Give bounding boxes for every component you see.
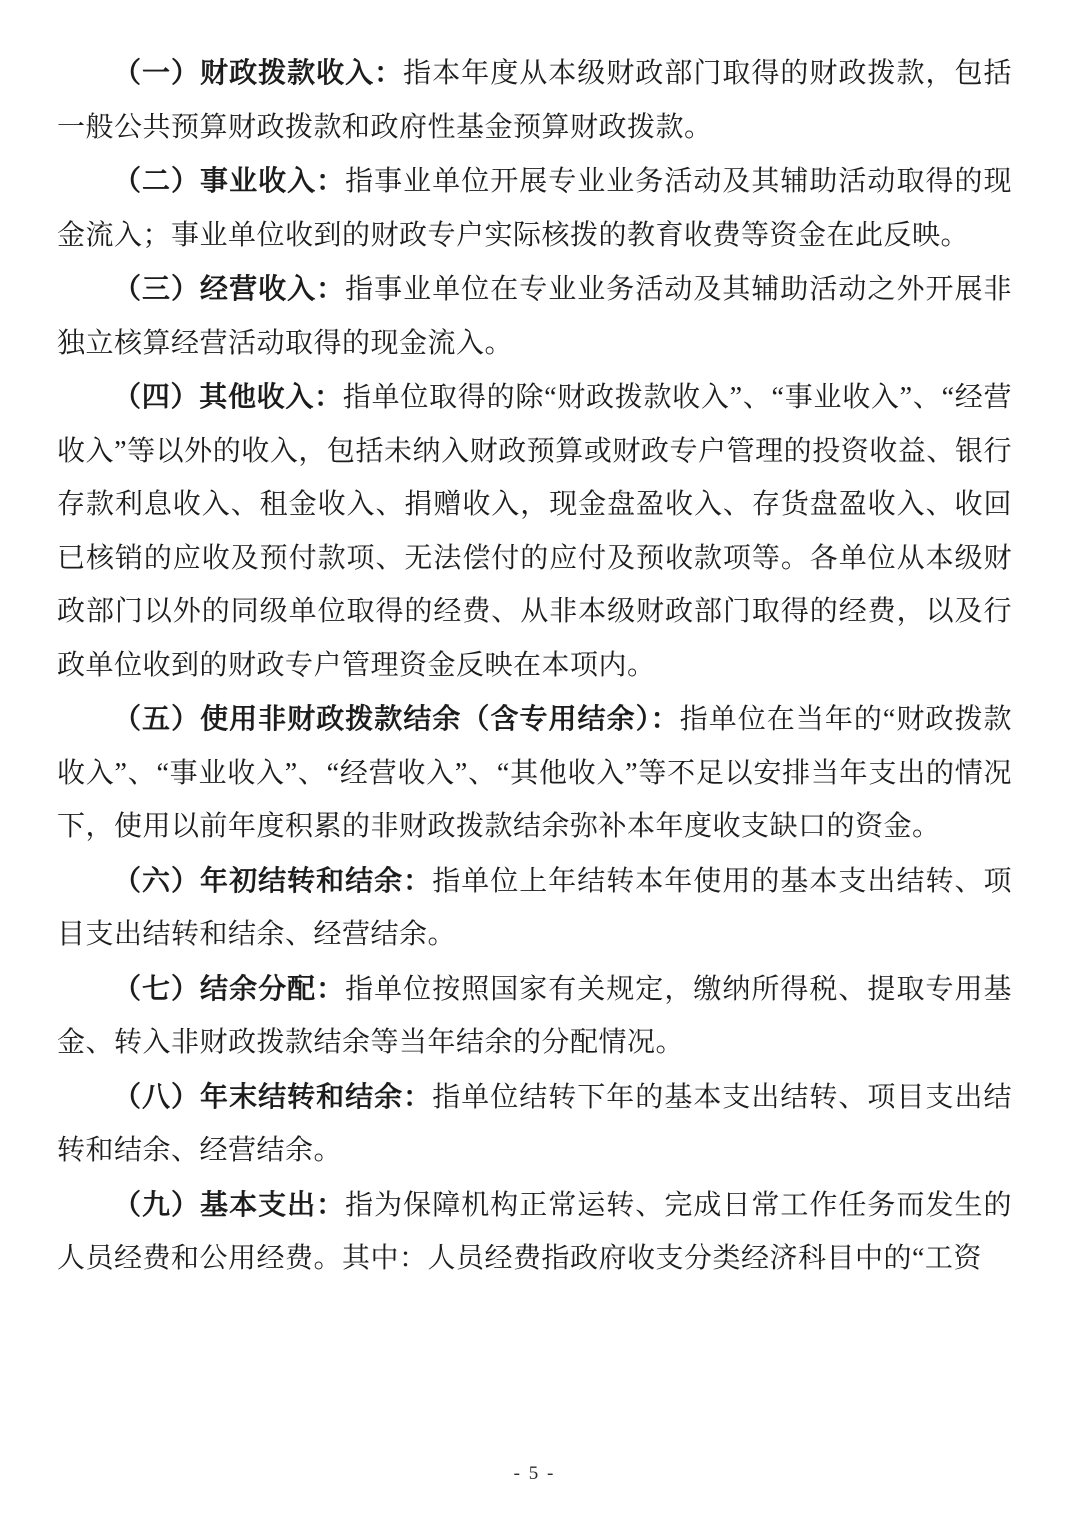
page-number: - 5 - <box>513 1463 556 1484</box>
paragraph-9-basic-expenditure <box>57 1178 1012 1286</box>
paragraph-2-operating-income <box>57 154 1012 262</box>
paragraph-3-business-income <box>57 262 1012 370</box>
paragraph-7-surplus-distribution <box>57 962 1012 1070</box>
paragraph-8-year-end-carryover <box>57 1070 1012 1178</box>
document-body <box>57 46 1012 1286</box>
paragraph-1-heading: （一）财政拨款收入： <box>113 57 404 88</box>
paragraph-2-text: 指事业单位开展专业业务活动及其辅助活动取得的现金流入；事业单位收到的财政专户实际核拨的教育收费等资金在此反映。 <box>57 166 1012 251</box>
paragraph-3-heading: （三）经营收入： <box>113 273 346 304</box>
paragraph-1-fiscal-appropriation-income <box>57 46 1012 154</box>
paragraph-9-text: 指为保障机构正常运转、完成日常工作任务而发生的人员经费和公用经费。其中：人员经费指政府收支分类经济科目中的“工资 <box>57 1189 1012 1274</box>
paragraph-6-beginning-year-carryover <box>57 854 1012 962</box>
paragraph-4-heading: （四）其他收入： <box>113 381 343 412</box>
paragraph-6-heading: （六）年初结转和结余： <box>113 864 433 896</box>
paragraph-5-text: 指单位在当年的“财政拨款收入”、“事业收入”、“经营收入”、“其他收入”等不足以安排当年支出的情况下，使用以前年度积累的非财政拨款结余弥补本年度收支缺口的资金。 <box>57 704 1012 842</box>
paragraph-5-use-of-non-fiscal-surplus <box>57 692 1012 854</box>
paragraph-8-heading: （八）年末结转和结余： <box>113 1080 433 1112</box>
paragraph-7-heading: （七）结余分配： <box>113 972 346 1004</box>
paragraph-6-text: 指单位上年结转本年使用的基本支出结转、项目支出结转和结余、经营结余。 <box>57 865 1012 950</box>
paragraph-9-heading: （九）基本支出： <box>113 1188 346 1220</box>
paragraph-7-text: 指单位按照国家有关规定，缴纳所得税、提取专用基金、转入非财政拨款结余等当年结余的分配情况。 <box>57 973 1012 1058</box>
paragraph-8-text: 指单位结转下年的基本支出结转、项目支出结转和结余、经营结余。 <box>57 1081 1012 1166</box>
paragraph-4-text: 指单位取得的除“财政拨款收入”、“事业收入”、“经营收入”等以外的收入，包括未纳入财政预算或财政专户管理的投资收益、银行存款利息收入、租金收入、捐赠收入，现金盘盈收入、存货盘盈收入、收回已核销的应收及预付款项、无法偿付的应付及预收款项等。各单位从本级财政部门以外的同级单位取得的经费、从非本级财政部门取得的经费，以及行政单位收到的财政专户管理资金反映在本项内。 <box>57 382 1012 681</box>
paragraph-4-other-income <box>57 370 1012 692</box>
paragraph-1-text: 指本年度从本级财政部门取得的财政拨款，包括一般公共预算财政拨款和政府性基金预算财政拨款。 <box>57 58 1012 143</box>
paragraph-3-text: 指事业单位在专业业务活动及其辅助活动之外开展非独立核算经营活动取得的现金流入。 <box>57 274 1012 359</box>
paragraph-2-heading: （二）事业收入： <box>113 165 346 196</box>
paragraph-5-heading: （五）使用非财政拨款结余（含专用结余）： <box>113 703 680 734</box>
